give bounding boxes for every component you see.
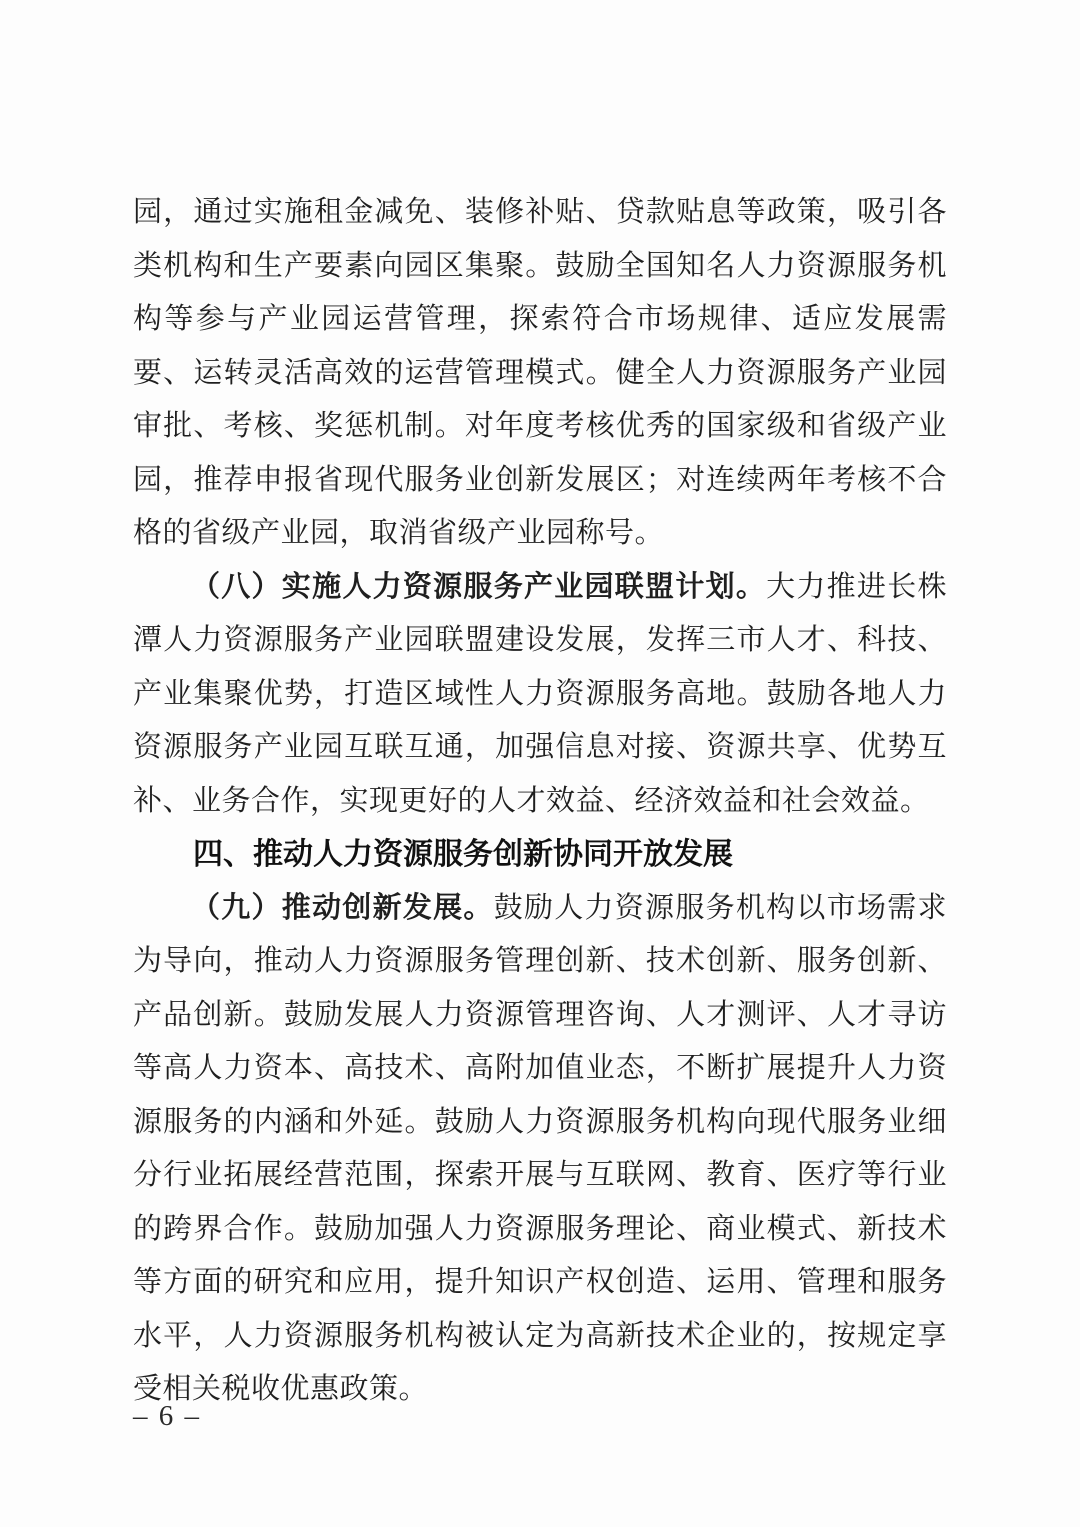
- paragraph-item-8-lead: （八）实施人力资源服务产业园联盟计划。: [191, 570, 767, 603]
- paragraph-item-8-text: 大力推进长株潭人力资源服务产业园联盟建设发展，发挥三市人才、科技、产业集聚优势，打造区域性人力资源服务高地。鼓励各地人力资源服务产业园互联互通，加强信息对接、资源共享、优势互补、业务合作，实现更好的人才效益、经济效益和社会效益。: [133, 570, 947, 817]
- paragraph-continuation: 园，通过实施租金减免、装修补贴、贷款贴息等政策，吸引各类机构和生产要素向园区集聚。鼓励全国知名人力资源服务机构等参与产业园运营管理，探索符合市场规律、适应发展需要、运转灵活高效的运营管理模式。健全人力资源服务产业园审批、考核、奖惩机制。对年度考核优秀的国家级和省级产业园，推荐申报省现代服务业创新发展区；对连续两年考核不合格的省级产业园，取消省级产业园称号。: [133, 196, 947, 549]
- page-number: – 6 –: [133, 1400, 201, 1432]
- paragraph-item-9: [133, 882, 947, 1417]
- paragraph-item-8: [133, 561, 947, 829]
- paragraph-item-9-lead: （九）推动创新发展。: [191, 891, 494, 924]
- paragraph-item-9-text: 鼓励人力资源服务机构以市场需求为导向，推动人力资源服务管理创新、技术创新、服务创新、产品创新。鼓励发展人力资源管理咨询、人才测评、人才寻访等高人力资本、高技术、高附加值业态，不断扩展提升人力资源服务的内涵和外延。鼓励人力资源服务机构向现代服务业细分行业拓展经营范围，探索开展与互联网、教育、医疗等行业的跨界合作。鼓励加强人力资源服务理论、商业模式、新技术等方面的研究和应用，提升知识产权创造、运用、管理和服务水平，人力资源服务机构被认定为高新技术企业的，按规定享受相关税收优惠政策。: [133, 891, 947, 1405]
- section-heading: 四、推动人力资源服务创新协同开放发展: [193, 838, 733, 871]
- document-body: [133, 186, 947, 1417]
- page-footer: [133, 1396, 201, 1436]
